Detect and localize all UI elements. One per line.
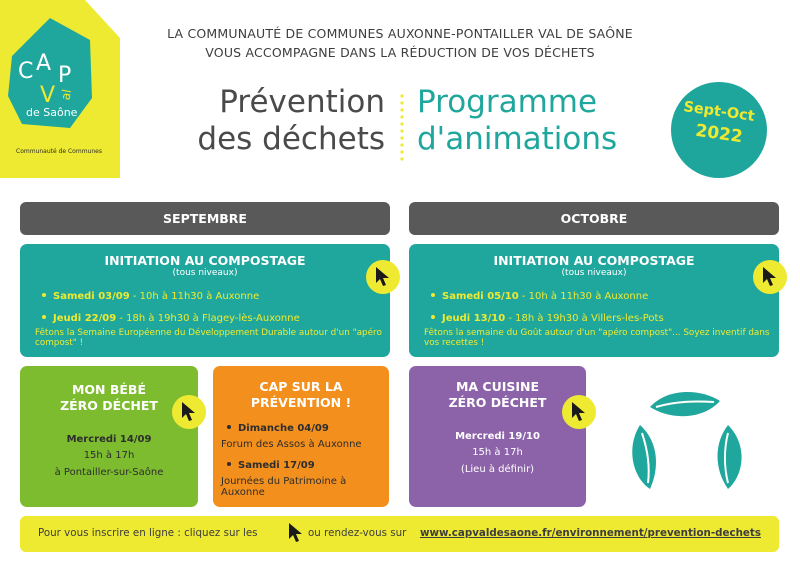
- cap-prevention-card: [213, 366, 389, 507]
- title-left-line-2: des déchets: [197, 121, 385, 157]
- logo-letters-al: al: [58, 88, 75, 102]
- footer-cursor-icon: [288, 522, 304, 544]
- month-header-october: OCTOBRE: [409, 202, 779, 235]
- compost-oct-date-2: Jeudi 13/10 - 18h à 19h30 à Villers-les-Pots: [431, 313, 664, 324]
- title-divider-dots: [400, 94, 404, 162]
- compost-sept-note: Fêtons la Semaine Européenne du Développement Durable autour d'un "apéro compost" !: [35, 328, 382, 348]
- cuisine-time: 15h à 17h: [472, 447, 523, 458]
- cuisine-register-cursor-icon[interactable]: [562, 395, 596, 429]
- bebe-title-2: ZÉRO DÉCHET: [60, 398, 158, 413]
- cuisine-title-1: MA CUISINE: [455, 379, 540, 394]
- badge-period: Sept-Oct: [682, 99, 756, 125]
- logo-letter-p: P: [58, 63, 72, 88]
- compost-october-card: [409, 244, 779, 357]
- logo-letter-a: A: [36, 51, 52, 76]
- title-prevention: [150, 84, 385, 158]
- title-programme: [417, 84, 677, 158]
- logo-letter-c: C: [18, 59, 34, 84]
- compost-oct-date-1: Samedi 05/10 - 10h à 11h30 à Auxonne: [431, 291, 648, 302]
- cuisine-title-2: ZÉRO DÉCHET: [448, 395, 547, 410]
- header-line-2: VOUS ACCOMPAGNE DANS LA RÉDUCTION DE VOS DÉCHETS: [205, 45, 595, 60]
- compost-sept-date-1: Samedi 03/09 - 10h à 11h30 à Auxonne: [42, 291, 259, 302]
- compost-oct-level: (tous niveaux): [561, 268, 627, 278]
- cuisine-date: Mercredi 19/10: [455, 431, 540, 442]
- cuisine-place: (Lieu à définir): [460, 464, 535, 475]
- bebe-zero-dechet-card: [20, 366, 198, 507]
- bebe-time: 15h à 17h: [83, 450, 135, 461]
- month-header-september: SEPTEMBRE: [20, 202, 390, 235]
- compost-oct-note: Fêtons la semaine du Goût autour d'un "apéro compost"... Soyez inventif dans vos recettes !: [424, 328, 770, 348]
- cap-date-2: Samedi 17/09: [227, 460, 315, 471]
- title-left-line-1: Prévention: [219, 84, 385, 120]
- recycle-leaves-icon: [628, 385, 748, 495]
- logo-de-saone: de Saône: [26, 106, 78, 119]
- cap-title-1: CAP SUR LA: [259, 379, 343, 394]
- compost-sept-level: (tous niveaux): [172, 268, 238, 278]
- compost-september-card: [20, 244, 390, 357]
- bebe-register-cursor-icon[interactable]: [172, 395, 206, 429]
- logo-letter-v: V: [40, 83, 56, 108]
- bebe-title-1: MON BÉBÉ: [71, 382, 146, 397]
- title-right-line-1: Programme: [417, 84, 598, 120]
- compost-sept-date-2: Jeudi 22/09 - 18h à 19h30 à Flagey-lès-Auxonne: [42, 313, 300, 324]
- footer-website-link[interactable]: www.capvaldesaone.fr/environnement/prevention-dechets: [420, 527, 761, 539]
- footer-text-2: ou rendez-vous sur: [308, 527, 407, 539]
- cap-date-1: Dimanche 04/09: [227, 423, 329, 434]
- badge-year: 2022: [694, 120, 744, 148]
- compost-sept-title: INITIATION AU COMPOSTAGE: [104, 253, 306, 268]
- date-badge: [671, 82, 767, 178]
- compost-oct-title: INITIATION AU COMPOSTAGE: [493, 253, 695, 268]
- header-line-1: LA COMMUNAUTÉ DE COMMUNES AUXONNE-PONTAILLER VAL DE SAÔNE: [167, 26, 633, 41]
- bebe-date: Mercredi 14/09: [66, 434, 152, 445]
- footer-text-1: Pour vous inscrire en ligne : cliquez sur les: [38, 527, 258, 539]
- registration-footer: [20, 516, 779, 552]
- logo-subtitle: Communauté de Communes: [16, 148, 102, 155]
- cuisine-zero-dechet-card: [409, 366, 586, 507]
- cap-title-2: PRÉVENTION !: [250, 395, 352, 410]
- title-right-line-2: d'animations: [417, 121, 618, 157]
- cap-text-1: Forum des Assos à Auxonne: [221, 439, 362, 450]
- compost-sept-register-cursor-icon[interactable]: [366, 260, 400, 294]
- cap-text-2: Journées du Patrimoine à Auxonne: [221, 476, 347, 498]
- compost-oct-register-cursor-icon[interactable]: [753, 260, 787, 294]
- bebe-place: à Pontailler-sur-Saône: [54, 467, 164, 478]
